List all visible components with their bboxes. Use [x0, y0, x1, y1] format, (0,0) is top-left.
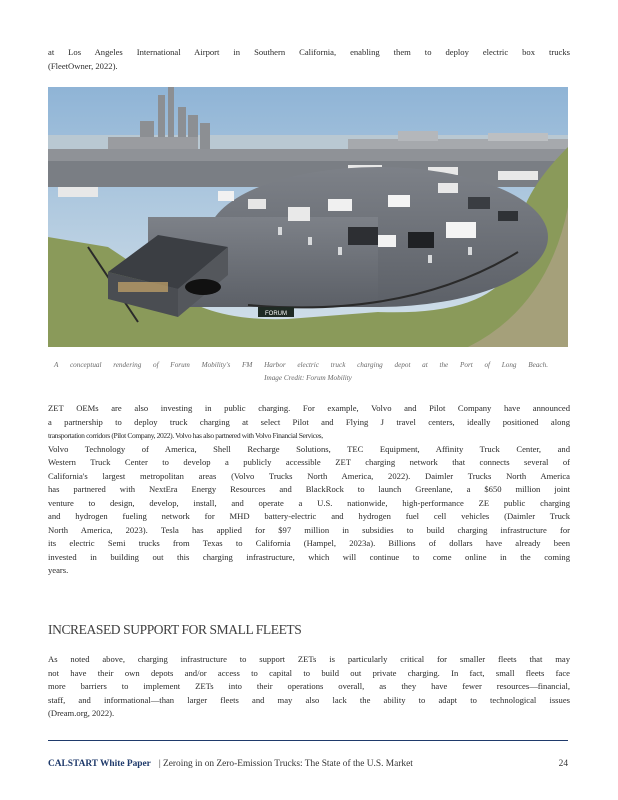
page-footer [48, 759, 570, 769]
suv [185, 279, 221, 295]
text-line: invested in building out this charging infrastructure, which will continue to come online in the coming [48, 551, 570, 562]
footer-rule [48, 740, 568, 741]
page-number: 24 [558, 759, 568, 769]
footer-doc-type: White Paper [100, 759, 151, 769]
caption-line: A conceptual rendering of Forum Mobility's FM Harbor electric truck charging depot at the Port of Long Beach. [54, 361, 548, 369]
depot-rendering-image [48, 87, 568, 347]
text-line: transportation corridors (Pilot Company, 2022). Volvo has also partnered with Volvo Financial Services, [48, 431, 323, 440]
caption-credit: Image Credit: Forum Mobility [264, 374, 352, 382]
text-line: has partnered with NextEra Energy Resources and BlackRock to launch Greenlane, a $650 million joint [48, 484, 570, 494]
intro-paragraph [48, 46, 570, 73]
text-line: years. [48, 565, 69, 575]
section-heading: INCREASED SUPPORT FOR SMALL FLEETS [48, 622, 302, 637]
footer-brand: CALSTART [48, 759, 99, 769]
text-line: more barriers to implement ZETs into their operations overall, as they have fewer resources—financial, [48, 681, 570, 691]
text-line: at Los Angeles International Airport in Southern California, enabling them to deploy electric box trucks [48, 47, 570, 57]
text-line: a partnership to deploy truck charging at select Pilot and Flying J travel centers, ideally positioned along [48, 416, 570, 427]
text-line: and hydrogen fueling network for MHD battery-electric and hydrogen fuel cell vehicles (Daimler Truck [48, 511, 570, 521]
text-line: California's largest metropolitan areas (Volvo Trucks North America, 2022). Daimler Trucks North America [48, 470, 570, 481]
text-line: staff, and informational—than larger fleets and may also lack the ability to adapt to technological issues [48, 694, 570, 705]
text-line: its electric Semi trucks from Texas to California (Hampel, 2023a). Billions of dollars have already been [48, 538, 570, 548]
text-line: ZET OEMs are also investing in public charging. For example, Volvo and Pilot Company have announced [48, 403, 570, 413]
text-line: (Dream.org, 2022). [48, 708, 115, 718]
footer-title: | Zeroing in on Zero-Emission Trucks: The State of the U.S. Market [158, 759, 413, 769]
body-paragraph-small-fleets [48, 653, 570, 721]
body-paragraph [48, 402, 570, 578]
text-line: North America, 2023). Tesla has applied for $97 million in subsidies to build charging infrastructure for [48, 524, 570, 535]
figure-caption [48, 359, 568, 385]
text-line: (FleetOwner, 2022). [48, 60, 118, 71]
text-line: Volvo Technology of America, Shell Recharge Solutions, TEC Equipment, Affinity Truck Center, and [48, 443, 570, 454]
forum-sign-text: FORUM [265, 311, 287, 317]
text-line: Western Truck Center to develop a publicly accessible ZET charging network that connects several of [48, 457, 570, 467]
text-line: venture to design, develop, install, and operate a U.S. nationwide, high-performance ZE public charging [48, 497, 570, 508]
text-line: not have their own depots and/or access to capital to build out private charging. In fact, small fleets face [48, 667, 570, 678]
text-line: As noted above, charging infrastructure to support ZETs is particularly critical for smaller fleets that may [48, 654, 570, 664]
